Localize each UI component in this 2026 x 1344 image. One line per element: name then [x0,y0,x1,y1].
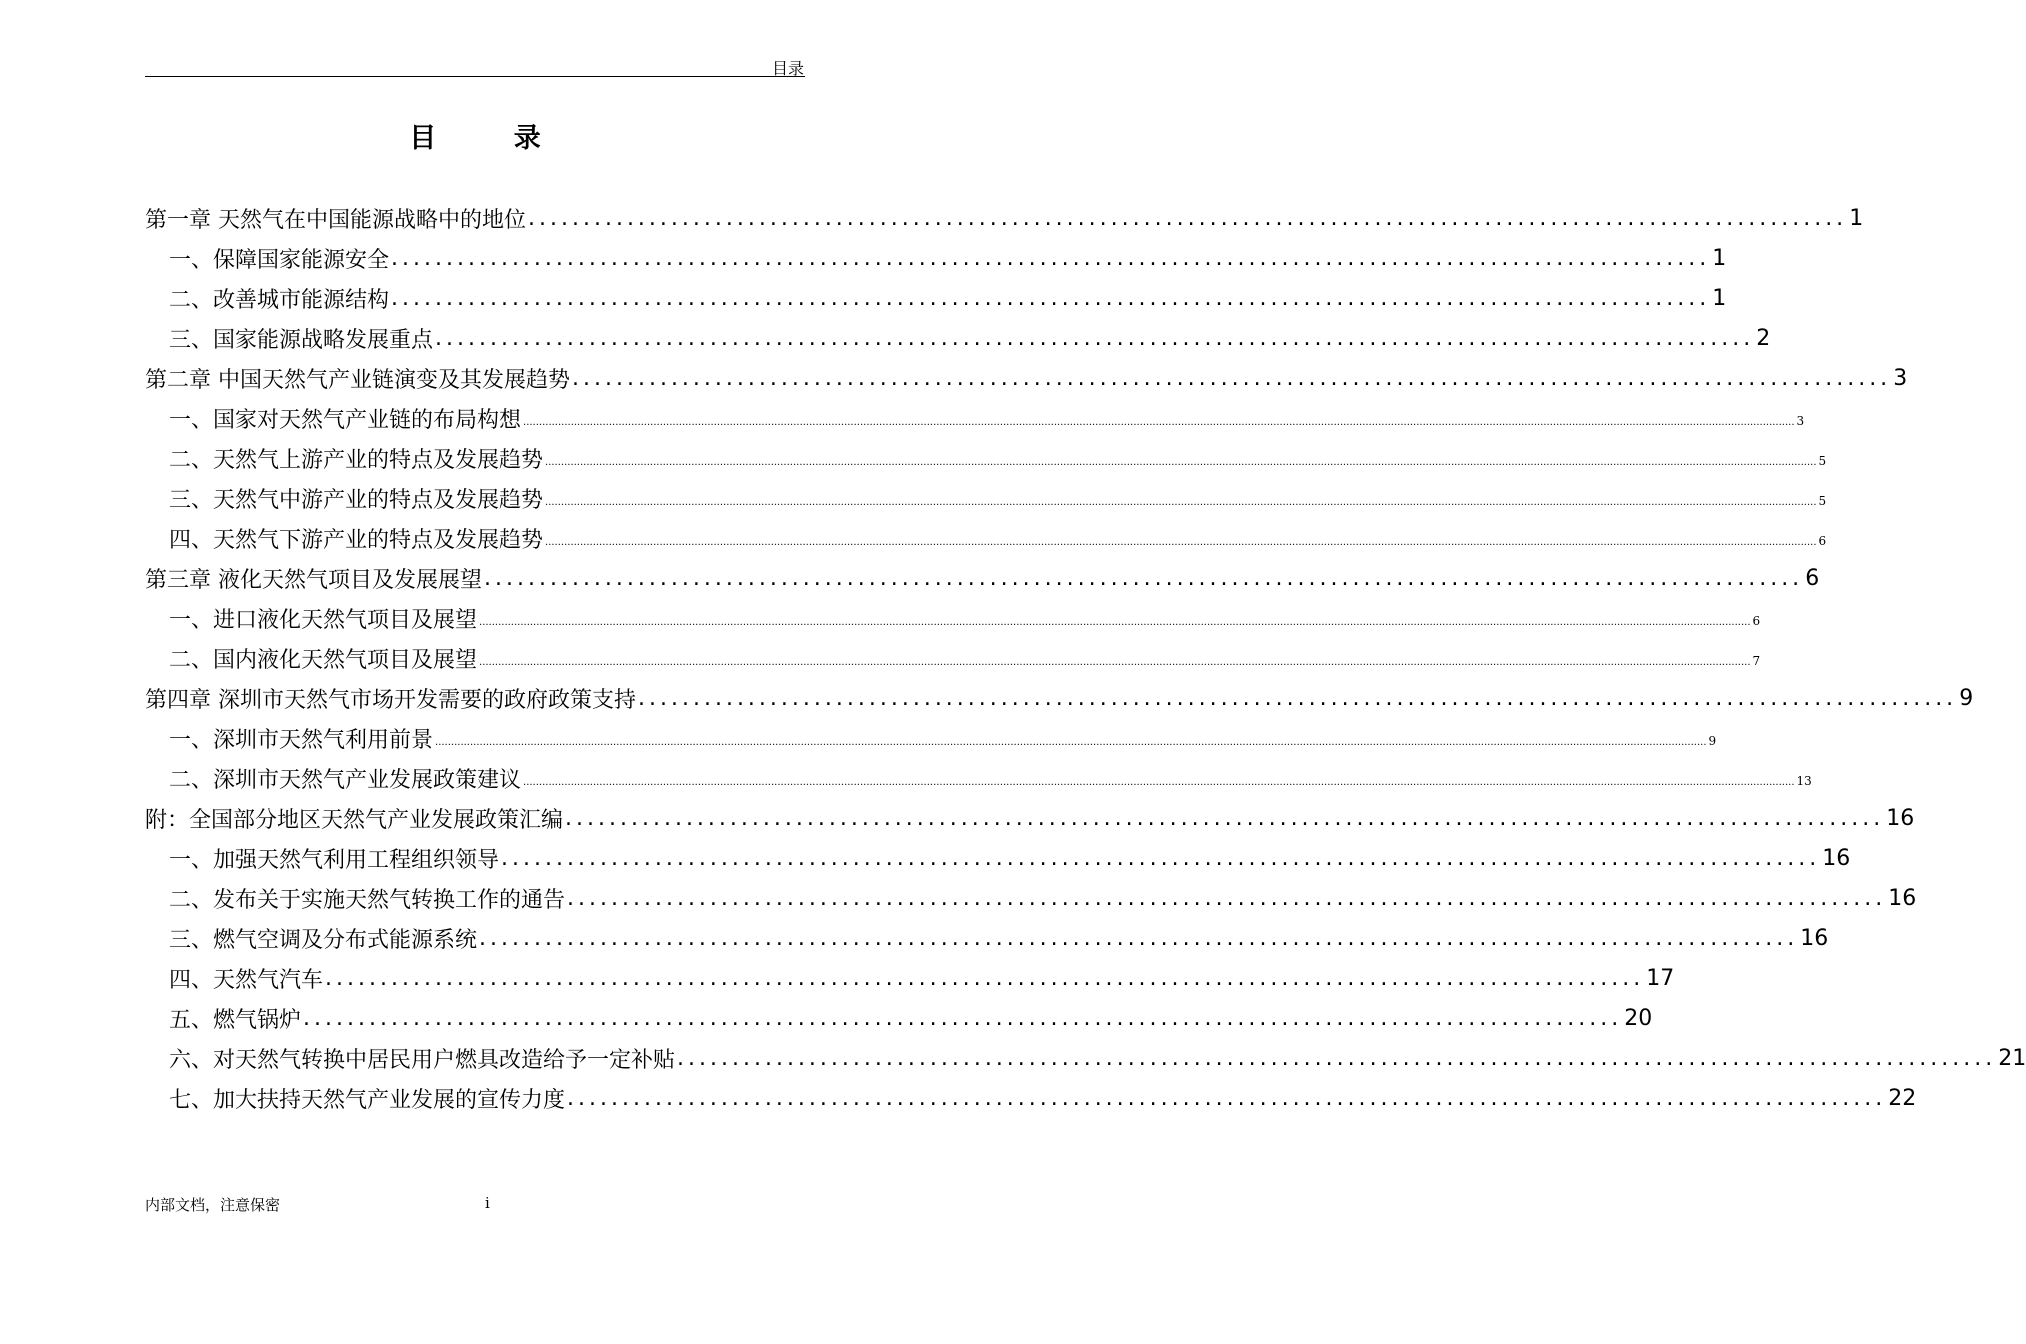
toc-page-number: 16 [1800,925,1829,951]
toc-section-entry[interactable] [145,438,1827,478]
header-divider [145,76,805,77]
toc-dot-leader: ........................................................................................................................ [567,1085,1887,1111]
toc-page-number: 16 [1822,845,1851,871]
toc-entry-title: 二、发布关于实施天然气转换工作的通告 [169,887,566,913]
toc-page-number: 20 [1624,1005,1653,1031]
toc-entry-title: 三、国家能源战略发展重点 [169,327,434,353]
toc-entry-title: 六、对天然气转换中居民用户燃具改造给予一定补贴 [169,1047,676,1073]
toc-dot-leader: ........................................................................................................................ [677,1045,1997,1071]
toc-entry-title: 一、进口液化天然气项目及展望 [169,607,478,633]
toc-chapter-entry[interactable] [145,358,1908,398]
toc-entry-title: 二、天然气上游产业的特点及发展趋势 [169,447,544,473]
toc-dot-leader: ........................................................................................................................ [567,885,1887,911]
toc-entry-title: 三、燃气空调及分布式能源系统 [169,927,478,953]
toc-page-number: 6 [1752,614,1761,628]
page-title: 目 录 [409,123,575,154]
toc-page-number: 6 [1805,565,1820,591]
toc-dot-leader: ........................................................................................................................ [303,1005,1623,1031]
toc-section-entry[interactable] [145,958,1675,998]
toc-dot-leader: ........................................................................................................................ [501,845,1821,871]
toc-entry-title: 一、国家对天然气产业链的布局构想 [169,407,522,433]
toc-entry-title: 二、深圳市天然气产业发展政策建议 [169,767,522,793]
toc-page-number: 3 [1893,365,1908,391]
toc-page-number: 1 [1712,245,1727,271]
toc-dot-leader: ........................................................................................................................ [325,965,1645,991]
toc-dot-leader: ................................................................................................................................................................................................................................................................................................................................................................................................................ [545,537,1817,548]
toc-page-number: 1 [1712,285,1727,311]
toc-page-number: 13 [1796,774,1812,788]
toc-entry-title: 五、燃气锅炉 [169,1007,302,1033]
footer-page-number: i [485,1194,490,1212]
toc-entry-title: 一、保障国家能源安全 [169,247,390,273]
toc-page-number: 16 [1886,805,1915,831]
toc-section-entry[interactable] [145,638,1761,678]
toc-entry-title: 二、改善城市能源结构 [169,287,390,313]
toc-entry-title: 七、加大扶持天然气产业发展的宣传力度 [169,1087,566,1113]
toc-section-entry[interactable] [145,238,1727,278]
toc-page-number: 2 [1756,325,1771,351]
toc-dot-leader: ................................................................................................................................................................................................................................................................................................................................................................................................................ [479,657,1751,668]
toc-chapter-entry[interactable] [145,798,1915,838]
toc-section-entry[interactable] [145,998,1653,1038]
toc-section-entry[interactable] [145,398,1805,438]
toc-dot-leader: ................................................................................................................................................................................................................................................................................................................................................................................................................ [545,457,1817,468]
toc-entry-title: 第一章 天然气在中国能源战略中的地位 [145,207,526,233]
toc-entry-title: 四、天然气汽车 [169,967,324,993]
toc-page-number: 9 [1959,685,1974,711]
toc-page-number: 16 [1888,885,1917,911]
toc-entry-title: 第三章 液化天然气项目及发展展望 [145,567,482,593]
toc-dot-leader: ........................................................................................................................ [391,245,1711,271]
toc-dot-leader: ................................................................................................................................................................................................................................................................................................................................................................................................................ [479,617,1751,628]
toc-page-number: 9 [1708,734,1717,748]
toc-section-entry[interactable] [145,318,1771,358]
toc-entry-title: 一、深圳市天然气利用前景 [169,727,434,753]
toc-dot-leader: ................................................................................................................................................................................................................................................................................................................................................................................................................ [523,777,1795,788]
toc-dot-leader: ........................................................................................................................ [479,925,1799,951]
toc-page-number: 22 [1888,1085,1917,1111]
toc-section-entry[interactable] [145,1078,1917,1118]
toc-page-number: 3 [1796,414,1805,428]
toc-dot-leader: ................................................................................................................................................................................................................................................................................................................................................................................................................ [523,417,1795,428]
toc-page-number: 5 [1818,454,1827,468]
toc-dot-leader: ........................................................................................................................ [638,685,1958,711]
toc-section-entry[interactable] [145,1038,2026,1078]
toc-dot-leader: ................................................................................................................................................................................................................................................................................................................................................................................................................ [435,737,1707,748]
toc-entry-title: 一、加强天然气利用工程组织领导 [169,847,500,873]
toc-entry-title: 二、国内液化天然气项目及展望 [169,647,478,673]
toc-entry-title: 附：全国部分地区天然气产业发展政策汇编 [145,807,564,833]
toc-page-number: 6 [1818,534,1827,548]
toc-page-number: 7 [1752,654,1761,668]
toc-dot-leader: ................................................................................................................................................................................................................................................................................................................................................................................................................ [545,497,1817,508]
toc-dot-leader: ........................................................................................................................ [484,565,1804,591]
toc-dot-leader: ........................................................................................................................ [572,365,1892,391]
toc-page-number: 17 [1646,965,1675,991]
toc-entry-title: 三、天然气中游产业的特点及发展趋势 [169,487,544,513]
toc-dot-leader: ........................................................................................................................ [435,325,1755,351]
toc-section-entry[interactable] [145,838,1851,878]
toc-page-number: 21 [1998,1045,2026,1071]
toc-section-entry[interactable] [145,878,1917,918]
toc-page-number: 1 [1849,205,1864,231]
toc-page-number: 5 [1818,494,1827,508]
toc-section-entry[interactable] [145,918,1829,958]
toc-dot-leader: ........................................................................................................................ [391,285,1711,311]
toc-section-entry[interactable] [145,518,1827,558]
toc-section-entry[interactable] [145,278,1727,318]
header-label: 目录 [771,59,804,78]
table-of-contents [145,198,2026,1118]
toc-chapter-entry[interactable] [145,558,1820,598]
toc-section-entry[interactable] [145,598,1761,638]
toc-chapter-entry[interactable] [145,198,1864,238]
toc-entry-title: 四、天然气下游产业的特点及发展趋势 [169,527,544,553]
toc-entry-title: 第四章 深圳市天然气市场开发需要的政府政策支持 [145,687,636,713]
toc-dot-leader: ........................................................................................................................ [528,205,1848,231]
toc-dot-leader: ........................................................................................................................ [565,805,1885,831]
toc-section-entry[interactable] [145,478,1827,518]
toc-section-entry[interactable] [145,718,1717,758]
toc-section-entry[interactable] [145,758,1812,798]
toc-chapter-entry[interactable] [145,678,1974,718]
toc-entry-title: 第二章 中国天然气产业链演变及其发展趋势 [145,367,570,393]
footer-confidential-note: 内部文档，注意保密 [145,1196,281,1214]
